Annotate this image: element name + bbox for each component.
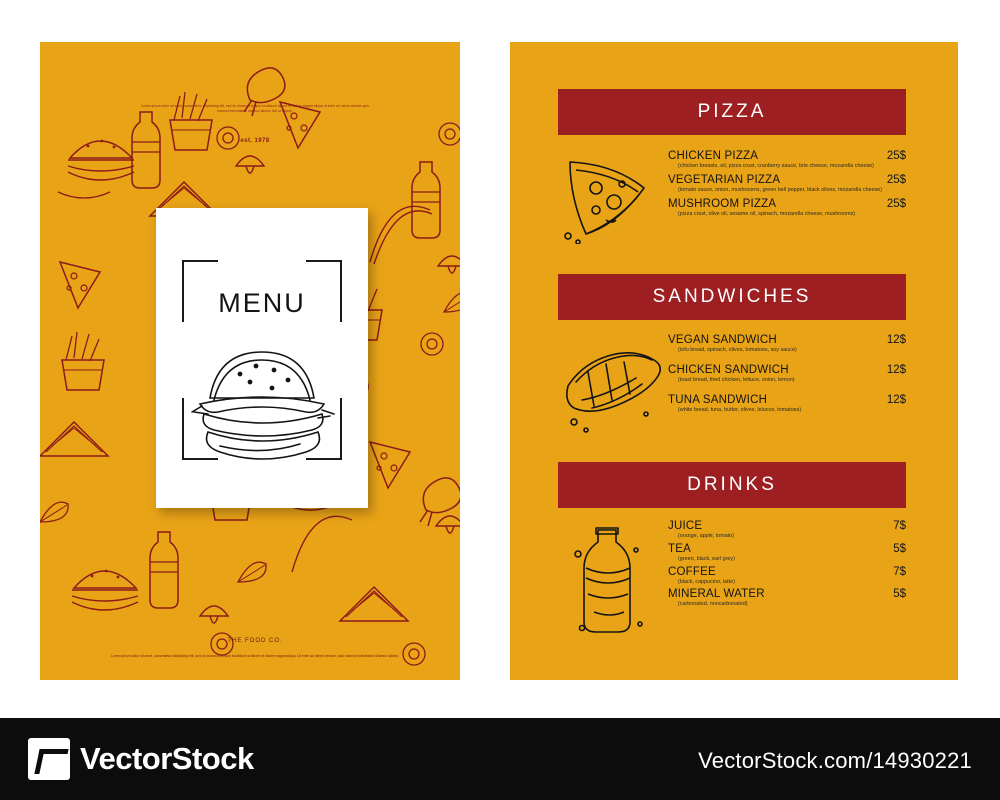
item-description: (carbonated, noncarbonated) [678,601,748,608]
item-name: MUSHROOM PIZZA [668,197,777,210]
item-price: 12$ [886,363,906,376]
item-description: (chicken breasts, oil, pizza crust, cranberry sauce, brie cheese, mozarella cheese) [678,163,874,169]
item-price: 12$ [886,393,906,406]
sandwich-icon [558,342,666,438]
item-name: CHICKEN SANDWICH [668,363,789,376]
item-description: (tofu bread, spinach, olives, tomatoes, soy sauce) [678,347,797,353]
item-name: COFFEE [668,565,716,578]
item-name: TUNA SANDWICH [668,393,768,406]
item-description: (black, cappucino, latte) [678,578,735,585]
item-price: 25$ [886,173,906,186]
vectorstock-url: VectorStock.com/14930221 [698,748,972,773]
item-name: MINERAL WATER [668,588,765,601]
item-description: (green, black, earl grey) [678,555,735,562]
menu-item[interactable] [668,588,906,609]
item-description: (white bread, tuna, butter, olives, lelucce, tomatoes) [678,406,802,413]
cover-est-label: est. 1978 [240,138,270,144]
item-list-pizza [668,150,906,221]
cover-menu-title: MENU [218,288,306,318]
item-name: CHICKEN PIZZA [668,150,759,162]
menu-item[interactable] [668,364,906,385]
section-header-sandwiches: SANDWICHES [558,274,906,320]
menu-item[interactable] [668,566,906,587]
section-header-drinks: DRINKS [558,462,906,508]
vectorstock-logo-text: VectorStock [80,741,254,776]
burger-illustration [184,320,340,470]
cover-bottom-lorem: Lorem ipsum dolor sit amet, consectetur adipisicing elit, sed do eiusmod tempor incididunt ut labore et dolore magna aliqua. Ut enim ad minim veniam, quis nostrud exercitation ullamco laboris. [111,654,399,658]
item-description: (pizza crust, olive oil, sesame oil, spinach, mozarella cheese, mushrooms) [678,210,856,217]
cover-brand-label: THE FOOD CO. [227,638,283,644]
menu-item[interactable] [668,543,906,564]
menu-item[interactable] [668,174,906,195]
item-name: VEGAN SANDWICH [668,334,777,346]
item-price: 7$ [893,565,906,578]
item-list-drinks [668,520,906,611]
menu-item[interactable] [668,334,906,355]
cover-top-lorem: Lorem ipsum dolor sit amet, consectetur adipisicing elit, sed do eiusmod tempor incididunt labore et dolore magna aliqua ut enim ad minim veniam quis nostrud exercitation ullamco laboris nisi ut aliquip. [141,104,369,113]
cover-title-card [156,208,368,508]
item-description: (toast bread, fried chicken, lettuce, onion, lemon) [678,376,795,383]
item-price: 25$ [886,150,906,162]
item-price: 5$ [893,588,906,601]
menu-cover-page [40,42,460,680]
item-name: VEGETARIAN PIZZA [668,173,781,186]
item-price: 7$ [893,520,906,532]
pizza-slice-icon [562,154,658,244]
item-name: JUICE [668,520,703,532]
item-price: 12$ [886,334,906,346]
menu-item[interactable] [668,150,906,171]
vectorstock-logo-icon [28,738,70,780]
item-name: TEA [668,542,691,555]
menu-inner-page [510,42,958,680]
vectorstock-logo [28,738,254,780]
menu-item[interactable] [668,198,906,219]
item-list-sandwiches [668,334,906,423]
menu-item[interactable] [668,520,906,541]
item-description: (tomato sauce, onion, mushrooms, green bell pepper, black olives, mozarella cheese) [678,186,883,193]
item-price: 5$ [893,542,906,555]
section-header-pizza: PIZZA [558,89,906,135]
item-price: 25$ [886,197,906,210]
item-description: (orange, apple, tomato) [678,533,735,539]
menu-item[interactable] [668,394,906,415]
watermark-footer [0,718,1000,800]
soda-bottle-icon [570,524,652,642]
